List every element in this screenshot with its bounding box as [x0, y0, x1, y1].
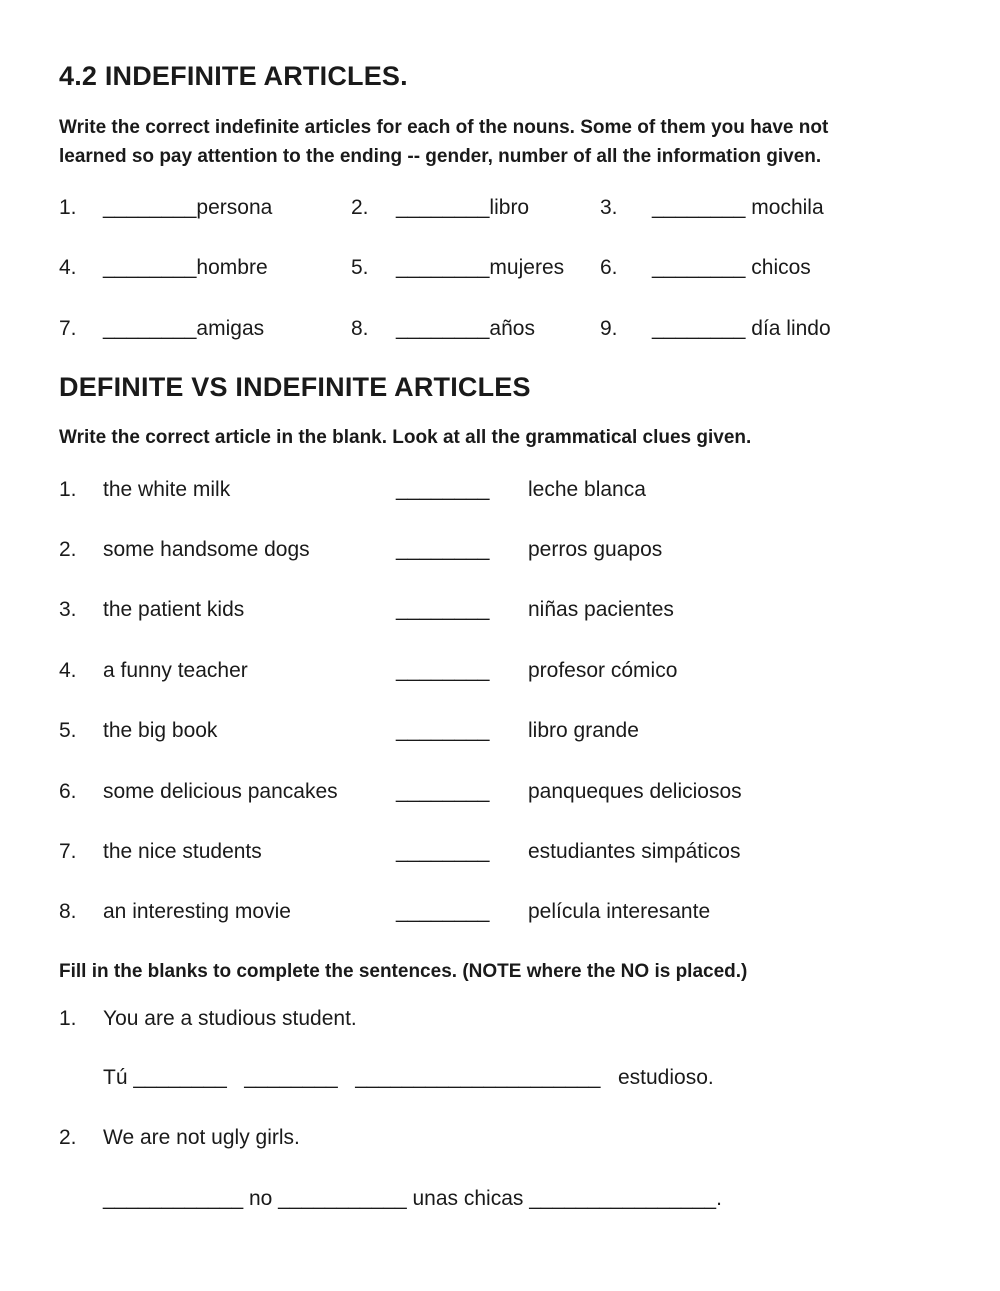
item-number: 6. — [600, 256, 618, 279]
item-number: 5. — [59, 719, 77, 742]
answer-blank[interactable]: ________ — [396, 840, 490, 863]
answer-blank[interactable]: ________ — [396, 598, 490, 621]
english-phrase: some handsome dogs — [103, 538, 310, 561]
english-phrase: the nice students — [103, 840, 262, 863]
item-blank-text[interactable]: ________ día lindo — [652, 317, 831, 340]
item-number: 1. — [59, 1007, 77, 1030]
sentence-answer-line[interactable]: Tú ________ ________ _____________________ estudioso. — [103, 1066, 714, 1089]
item-number: 8. — [59, 900, 77, 923]
section1-instructions-line2: learned so pay attention to the ending -- gender, number of all the information given. — [59, 146, 822, 167]
answer-blank[interactable]: ________ — [396, 780, 490, 803]
item-number: 4. — [59, 659, 77, 682]
item-number: 7. — [59, 840, 77, 863]
item-number: 2. — [59, 1126, 77, 1149]
item-blank-text[interactable]: ________ mochila — [652, 196, 824, 219]
spanish-phrase: leche blanca — [528, 478, 646, 501]
english-phrase: an interesting movie — [103, 900, 291, 923]
answer-blank[interactable]: ________ — [396, 659, 490, 682]
item-blank-text[interactable]: ________años — [396, 317, 535, 340]
item-number: 5. — [351, 256, 369, 279]
item-number: 6. — [59, 780, 77, 803]
item-number: 8. — [351, 317, 369, 340]
english-phrase: the white milk — [103, 478, 231, 501]
item-number: 2. — [59, 538, 77, 561]
answer-blank[interactable]: ________ — [396, 900, 490, 923]
section3-instructions: Fill in the blanks to complete the sentences. (NOTE where the NO is placed.) — [59, 961, 748, 982]
spanish-phrase: panqueques deliciosos — [528, 780, 742, 803]
item-number: 1. — [59, 478, 77, 501]
answer-blank[interactable]: ________ — [396, 719, 490, 742]
sentence-prompt: We are not ugly girls. — [103, 1126, 300, 1149]
item-number: 3. — [59, 598, 77, 621]
section1-instructions-line1: Write the correct indefinite articles for each of the nouns. Some of them you have not — [59, 117, 829, 138]
item-number: 7. — [59, 317, 77, 340]
item-blank-text[interactable]: ________amigas — [103, 317, 265, 340]
spanish-phrase: estudiantes simpáticos — [528, 840, 741, 863]
item-number: 4. — [59, 256, 77, 279]
spanish-phrase: perros guapos — [528, 538, 663, 561]
item-blank-text[interactable]: ________hombre — [103, 256, 268, 279]
section2-instructions: Write the correct article in the blank. Look at all the grammatical clues given. — [59, 427, 752, 448]
english-phrase: the patient kids — [103, 598, 245, 621]
sentence-prompt: You are a studious student. — [103, 1007, 357, 1030]
item-number: 2. — [351, 196, 369, 219]
answer-blank[interactable]: ________ — [396, 478, 490, 501]
item-blank-text[interactable]: ________persona — [103, 196, 273, 219]
english-phrase: a funny teacher — [103, 659, 248, 682]
answer-blank[interactable]: ________ — [396, 538, 490, 561]
item-number: 9. — [600, 317, 618, 340]
spanish-phrase: niñas pacientes — [528, 598, 674, 621]
spanish-phrase: libro grande — [528, 719, 639, 742]
item-blank-text[interactable]: ________mujeres — [396, 256, 565, 279]
spanish-phrase: película interesante — [528, 900, 711, 923]
item-blank-text[interactable]: ________libro — [396, 196, 530, 219]
item-number: 3. — [600, 196, 618, 219]
section2-title: DEFINITE VS INDEFINITE ARTICLES — [59, 372, 531, 402]
item-blank-text[interactable]: ________ chicos — [652, 256, 811, 279]
item-number: 1. — [59, 196, 77, 219]
english-phrase: the big book — [103, 719, 218, 742]
english-phrase: some delicious pancakes — [103, 780, 338, 803]
spanish-phrase: profesor cómico — [528, 659, 678, 682]
section1-title: 4.2 INDEFINITE ARTICLES. — [59, 61, 408, 91]
sentence-answer-line[interactable]: ____________ no ___________ unas chicas ________________. — [103, 1187, 722, 1210]
